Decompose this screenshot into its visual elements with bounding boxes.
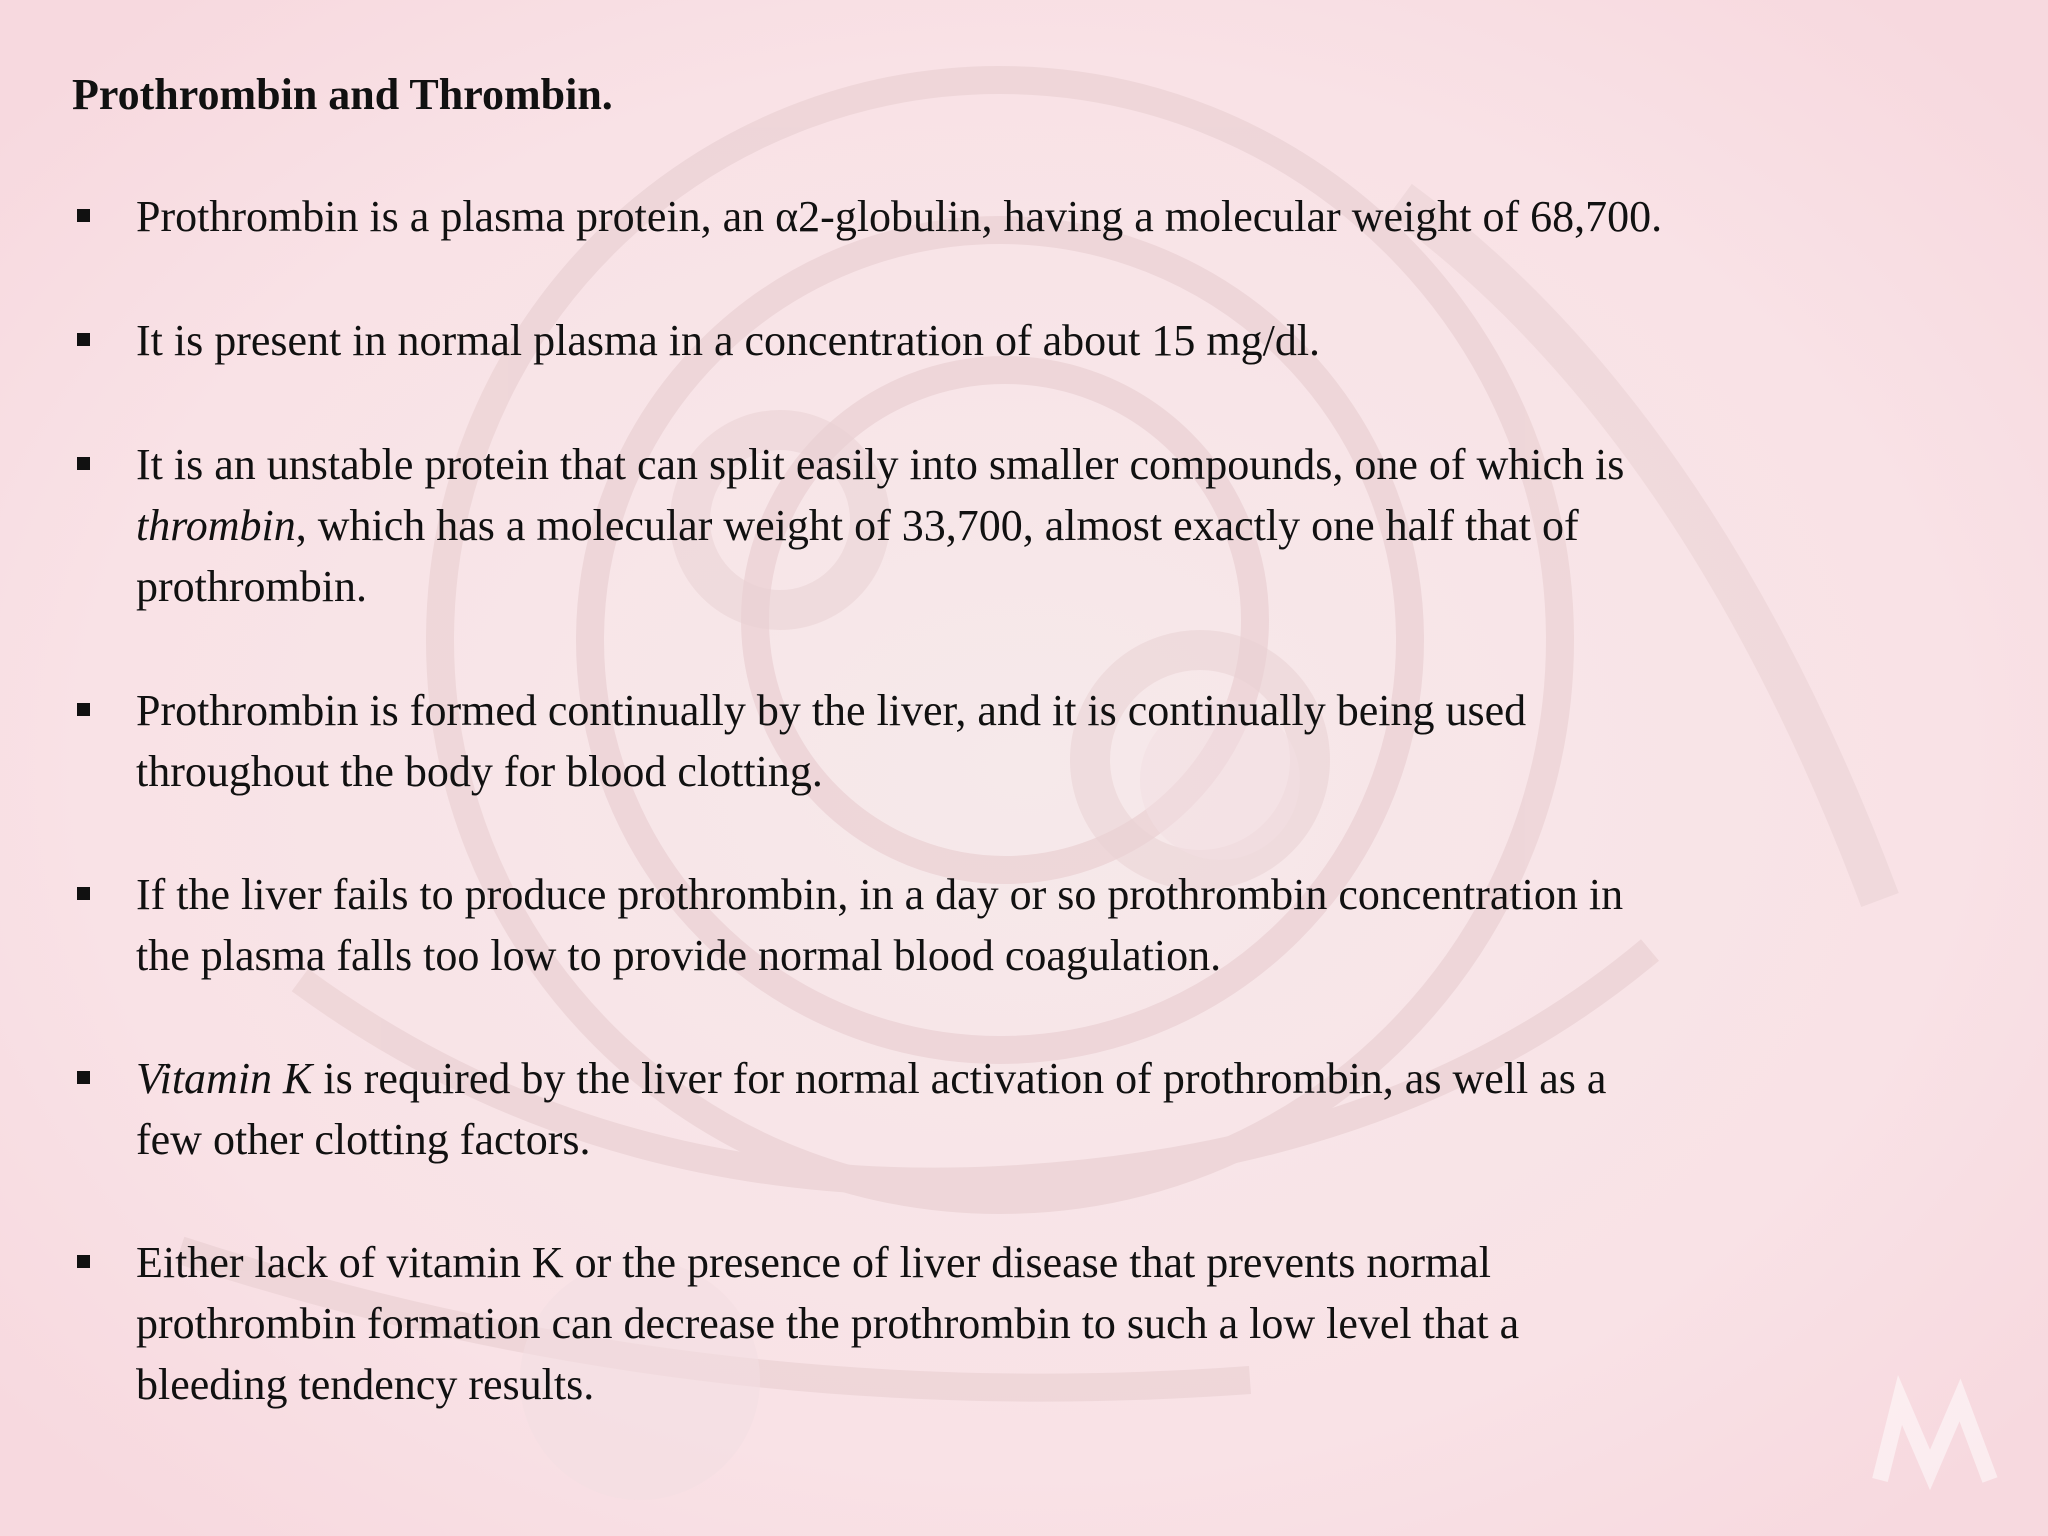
bullet-square-icon [77,457,90,470]
bullet-line: thrombin, which has a molecular weight of 33,700, almost exactly one half that of [136,501,1579,550]
vitamin-k-term: Vitamin K [136,1054,313,1103]
bullet-line: Prothrombin is formed continually by the liver, and it is continually being used [136,686,1527,735]
bullet-line: throughout the body for blood clotting. [136,747,823,796]
bullet-square-icon [77,1071,90,1084]
bullet-line: It is an unstable protein that can split easily into smaller compounds, one of which is [136,440,1625,489]
bullet-text [136,1048,1996,1170]
bullet-text [136,680,1996,802]
bullet-line: If the liver fails to produce prothrombin, in a day or so prothrombin concentration in [136,870,1624,919]
bullet-line: the plasma falls too low to provide normal blood coagulation. [136,931,1222,980]
bullet-text [136,1232,1996,1415]
bullet-line: few other clotting factors. [136,1115,591,1164]
bullet-text [136,864,1996,986]
bullet-line: Prothrombin is a plasma protein, an α2-globulin, having a molecular weight of 68,700. [136,192,1663,241]
bullet-square-icon [77,703,90,716]
bullet-line: Vitamin K is required by the liver for normal activation of prothrombin, as well as a [136,1054,1607,1103]
bullet-line: Either lack of vitamin K or the presence of liver disease that prevents normal [136,1238,1491,1287]
bullet-square-icon [77,1255,90,1268]
bullet-square-icon [77,887,90,900]
bullet-text [136,434,1996,617]
bullet-line: bleeding tendency results. [136,1360,595,1409]
bullet-text [136,310,1996,371]
bullet-line: prothrombin formation can decrease the prothrombin to such a low level that a [136,1299,1520,1348]
thrombin-term: thrombin [136,501,296,550]
bullet-square-icon [77,209,90,222]
bullet-square-icon [77,333,90,346]
bullet-line: prothrombin. [136,562,367,611]
bullet-line: It is present in normal plasma in a concentration of about 15 mg/dl. [136,316,1321,365]
bullet-text [136,186,1996,247]
slide-title: Prothrombin and Thrombin. [72,70,613,119]
